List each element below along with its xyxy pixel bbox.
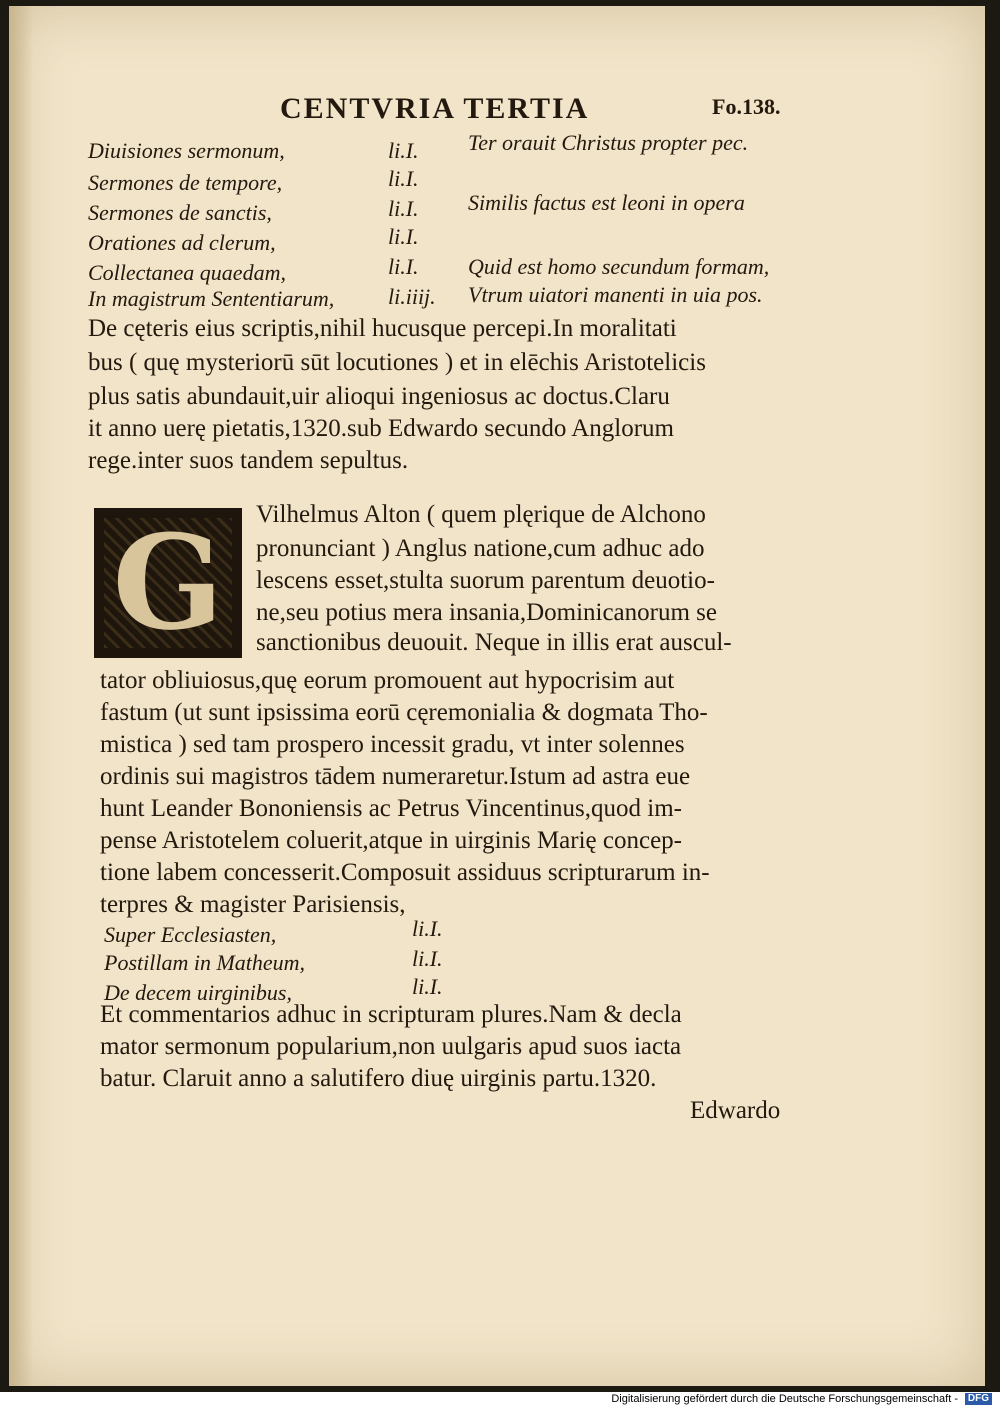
decorated-initial: [94, 508, 242, 658]
work-title: Sermones de tempore,: [88, 170, 283, 195]
body-line: bus ( quę mysteriorū sūt locutiones ) et in elēchis Aristotelicis: [88, 349, 706, 376]
body-line: terpres & magister Parisiensis,: [100, 891, 406, 918]
work-note: Similis factus est leoni in opera: [468, 190, 745, 215]
page-gutter: [9, 6, 33, 1386]
body-line: De cęteris eius scriptis,nihil hucusque percepi.In moralitati: [88, 315, 677, 342]
body-line: Et commentarios adhuc in scripturam plures.Nam & decla: [100, 1001, 682, 1028]
body-line: it anno uerę pietatis,1320.sub Edwardo secundo Anglorum: [88, 415, 674, 442]
work-title: Sermones de sanctis,: [88, 200, 272, 225]
body-line: hunt Leander Bononiensis ac Petrus Vincentinus,quod im-: [100, 795, 682, 822]
work-title: Super Ecclesiasten,: [104, 922, 277, 947]
work-title: Collectanea quaedam,: [88, 260, 286, 285]
running-head: CENTVRIA TERTIA: [280, 92, 590, 125]
body-line: Vilhelmus Alton ( quem plęrique de Alchono: [256, 501, 706, 528]
work-books: li.I.: [388, 224, 419, 249]
work-books: li.I.: [388, 254, 419, 279]
body-line: batur. Claruit anno a salutifero diuę uirginis partu.1320.: [100, 1065, 657, 1092]
body-line: mator sermonum popularium,non uulgaris apud suos iacta: [100, 1033, 682, 1060]
body-line: plus satis abundauit,uir alioqui ingeniosus ac doctus.Claru: [88, 383, 670, 410]
work-books: li.I.: [388, 138, 419, 163]
footer-credit: Digitalisierung gefördert durch die Deutsche Forschungsgemeinschaft -: [611, 1393, 958, 1405]
work-title: Orationes ad clerum,: [88, 230, 276, 255]
body-line: pronunciant ) Anglus natione,cum adhuc ado: [256, 535, 705, 562]
body-line: lescens esset,stulta suorum parentum deuotio-: [256, 567, 715, 594]
body-line: rege.inter suos tandem sepultus.: [88, 447, 409, 474]
work-books: li.I.: [388, 166, 419, 191]
work-books: li.I.: [388, 196, 419, 221]
work-title: In magistrum Sententiarum,: [88, 286, 335, 311]
folio-number: Fo.138.: [712, 94, 781, 119]
work-books: li.I.: [412, 946, 443, 971]
initial-ornament: [104, 506, 232, 659]
body-line: ordinis sui magistros tādem numeraretur.Istum ad astra eue: [100, 763, 691, 790]
body-line: tione labem concesserit.Composuit assiduus scripturarum in-: [100, 859, 710, 886]
body-line: pense Aristotelem coluerit,atque in uirginis Marię concep-: [100, 827, 683, 854]
work-title: Postillam in Matheum,: [104, 950, 306, 975]
body-line: mistica ) sed tam prospero incessit gradu, vt inter solennes: [100, 731, 685, 758]
work-note: Ter orauit Christus propter pec.: [468, 130, 749, 155]
work-books: li.I.: [412, 916, 443, 941]
body-line: ne,seu potius mera insania,Dominicanorum se: [256, 599, 717, 626]
body-line: sanctionibus deuouit. Neque in illis erat auscul-: [256, 629, 732, 656]
work-title: Diuisiones sermonum,: [88, 138, 285, 163]
work-title: De decem uirginibus,: [104, 980, 292, 1005]
work-books: li.iiij.: [388, 284, 436, 309]
body-line: tator obliuiosus,quę eorum promouent aut hypocrisim aut: [100, 667, 675, 694]
initial-letter: G: [112, 506, 224, 659]
body-line: fastum (ut sunt ipsissima eorū cęremonialia & dogmata Tho-: [100, 699, 708, 726]
dfg-logo-icon: DFG: [965, 1393, 992, 1405]
catchword: Edwardo: [690, 1097, 781, 1124]
work-note: Vtrum uiatori manenti in uia pos.: [468, 282, 763, 307]
work-note: Quid est homo secundum formam,: [468, 254, 770, 279]
work-books: li.I.: [412, 974, 443, 999]
